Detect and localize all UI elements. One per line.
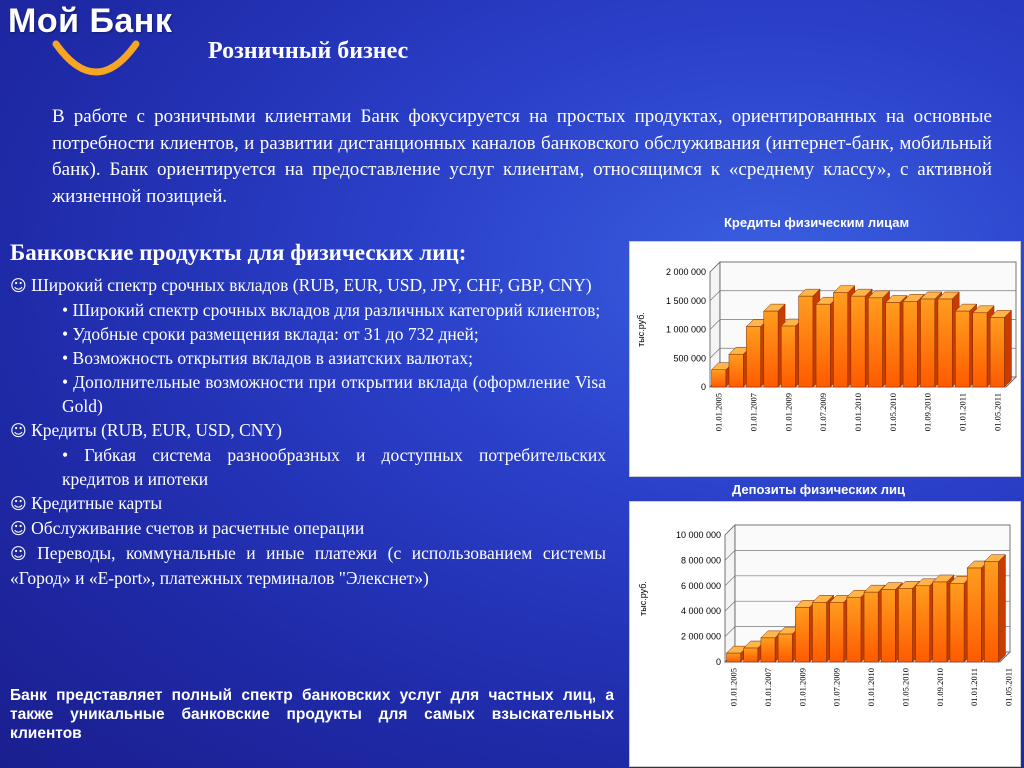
chart-title-deposits: Депозиты физических лиц: [732, 482, 906, 497]
bar-front: [781, 326, 795, 387]
y-tick-label: 500 000: [673, 353, 706, 364]
side-wall: [725, 525, 735, 662]
chart-deposits: [629, 501, 1021, 767]
transfers-text: Переводы, коммунальные и иные платежи (с использованием системы «Город» и «E-port», платежных терминалов "Элекснет»): [10, 543, 606, 588]
bar-front: [984, 562, 998, 662]
bar-front: [847, 597, 861, 662]
x-tick-label: 01.07.2009: [818, 393, 829, 432]
chart-title-credits: Кредиты физическим лицам: [724, 215, 910, 230]
x-tick-label: 01.01.2010: [853, 393, 863, 432]
bar-front: [886, 302, 900, 387]
bank-logo[interactable]: [8, 2, 172, 41]
x-tick-label: 01.01.2009: [783, 393, 794, 432]
section-heading: Банковские продукты для физических лиц:: [10, 240, 467, 265]
x-tick-label: 01.01.2011: [969, 668, 980, 706]
x-tick-label: 01.01.2007: [748, 393, 759, 432]
deposits-text: Широкий спектр срочных вкладов (RUB, EUR, USD, JPY, CHF, GBP, CNY): [31, 275, 592, 295]
x-tick-label: 01.01.2010: [866, 668, 877, 707]
list-item-accounts: [10, 516, 606, 541]
bar-front: [778, 634, 792, 662]
x-tick-label: 01.05.2011: [1003, 668, 1014, 706]
credits-text: Кредиты (RUB, EUR, USD, CNY): [31, 420, 282, 440]
page-title: Розничный бизнес: [208, 38, 409, 64]
sub-item: • Дополнительные возможности при открытии вклада (оформление Visa Gold): [62, 372, 606, 416]
bar-front: [729, 354, 743, 387]
x-tick-label: 01.01.2011: [957, 393, 968, 431]
list-item-deposits: [10, 273, 606, 298]
x-tick-label: 01.01.2005: [728, 668, 739, 707]
bar-front: [973, 313, 987, 387]
bar-front: [816, 304, 830, 387]
bar-front: [921, 299, 935, 387]
y-tick-label: 4 000 000: [680, 606, 721, 617]
bar-front: [746, 327, 760, 387]
smiley-icon: ☺: [10, 544, 27, 563]
bar-front: [727, 653, 741, 662]
chart-credits: [629, 241, 1021, 477]
bar-front: [950, 583, 964, 662]
bar-front: [761, 638, 775, 662]
deposits-bar-chart: [630, 502, 1020, 766]
bullet-icon: •: [62, 445, 69, 465]
smile-logo-icon: [50, 38, 142, 84]
bar-front: [898, 588, 912, 662]
bar-front: [812, 602, 826, 662]
bar: [990, 310, 1011, 387]
y-tick-label: 0: [700, 382, 706, 392]
credits-bar-chart: [630, 242, 1020, 476]
sub-item: • Гибкая система разнообразных и доступных потребительских кредитов и ипотеки: [62, 445, 606, 489]
bar-front: [868, 298, 882, 387]
bar-side: [998, 555, 1005, 662]
y-tick-label: 0: [715, 657, 721, 667]
sub-item: • Возможность открытия вкладов в азиатских валютах;: [62, 348, 473, 368]
bar-front: [764, 311, 778, 387]
bullet-icon: •: [62, 348, 69, 368]
bullet-icon: •: [62, 300, 69, 320]
bullet-icon: •: [62, 372, 69, 392]
bar-front: [864, 592, 878, 662]
products-list: [10, 273, 606, 590]
y-axis-label: тыс.руб.: [636, 312, 646, 347]
y-tick-label: 1 000 000: [665, 324, 706, 335]
sub-item: • Удобные сроки размещения вклада: от 31 до 732 дней;: [62, 324, 479, 344]
y-tick-label: 1 500 000: [665, 295, 706, 306]
bar-front: [916, 586, 930, 662]
x-tick-label: 01.01.2007: [762, 668, 773, 707]
bar-front: [990, 317, 1004, 387]
intro-paragraph: В работе с розничными клиентами Банк фокусируется на простых продуктах, ориентированных на основные потребности клиентов, и развитии дистанционных каналов банковского обслуживания (интернет-банк, мобильный банк). Банк ориентируется на предоставление услуг клиентам, относящимся к «среднему классу», с активной жизненной позицией.: [52, 106, 992, 207]
bar-front: [830, 602, 844, 662]
closing-statement: Банк представляет полный спектр банковских услуг для частных лиц, а также уникальные банковские продукты для самых взыскательных клиентов: [10, 687, 614, 742]
x-tick-label: 01.01.2009: [797, 668, 808, 707]
bar-front: [881, 590, 895, 662]
x-tick-label: 01.07.2009: [831, 668, 842, 707]
cards-text: Кредитные карты: [31, 493, 163, 513]
list-item-transfers: [10, 541, 606, 590]
bar-front: [795, 607, 809, 662]
y-tick-label: 8 000 000: [680, 555, 721, 566]
x-tick-label: 01.05.2011: [992, 393, 1003, 431]
bar-front: [833, 293, 847, 387]
x-tick-label: 01.09.2010: [922, 393, 933, 432]
bar-front: [851, 296, 865, 387]
list-item-credits: [10, 418, 606, 443]
x-tick-label: 01.09.2010: [934, 668, 945, 707]
bar-front: [938, 299, 952, 387]
bullet-icon: •: [62, 324, 69, 344]
bar-side: [1004, 310, 1011, 387]
smiley-icon: ☺: [10, 519, 27, 538]
logo-text: Мой Банк: [8, 2, 173, 40]
bar: [984, 555, 1005, 662]
bar-front: [744, 648, 758, 662]
y-tick-label: 2 000 000: [680, 631, 721, 642]
y-tick-label: 6 000 000: [680, 580, 721, 591]
smiley-icon: ☺: [10, 494, 27, 513]
bar-front: [933, 582, 947, 662]
list-item-cards: [10, 491, 606, 516]
x-tick-label: 01.05.2010: [900, 668, 911, 707]
bar-front: [967, 568, 981, 662]
smiley-icon: ☺: [10, 276, 27, 295]
y-axis-label: тыс.руб.: [638, 581, 648, 616]
bar-front: [712, 370, 726, 387]
sub-item: • Широкий спектр срочных вкладов для различных категорий клиентов;: [62, 300, 601, 320]
x-tick-label: 01.01.2005: [713, 393, 724, 432]
bar-front: [799, 296, 813, 387]
x-tick-label: 01.05.2010: [887, 393, 898, 432]
accounts-text: Обслуживание счетов и расчетные операции: [31, 518, 365, 538]
smiley-icon: ☺: [10, 421, 27, 440]
y-tick-label: 2 000 000: [665, 267, 706, 277]
bar-front: [903, 301, 917, 387]
y-tick-label: 10 000 000: [675, 530, 721, 540]
bar-front: [955, 311, 969, 387]
